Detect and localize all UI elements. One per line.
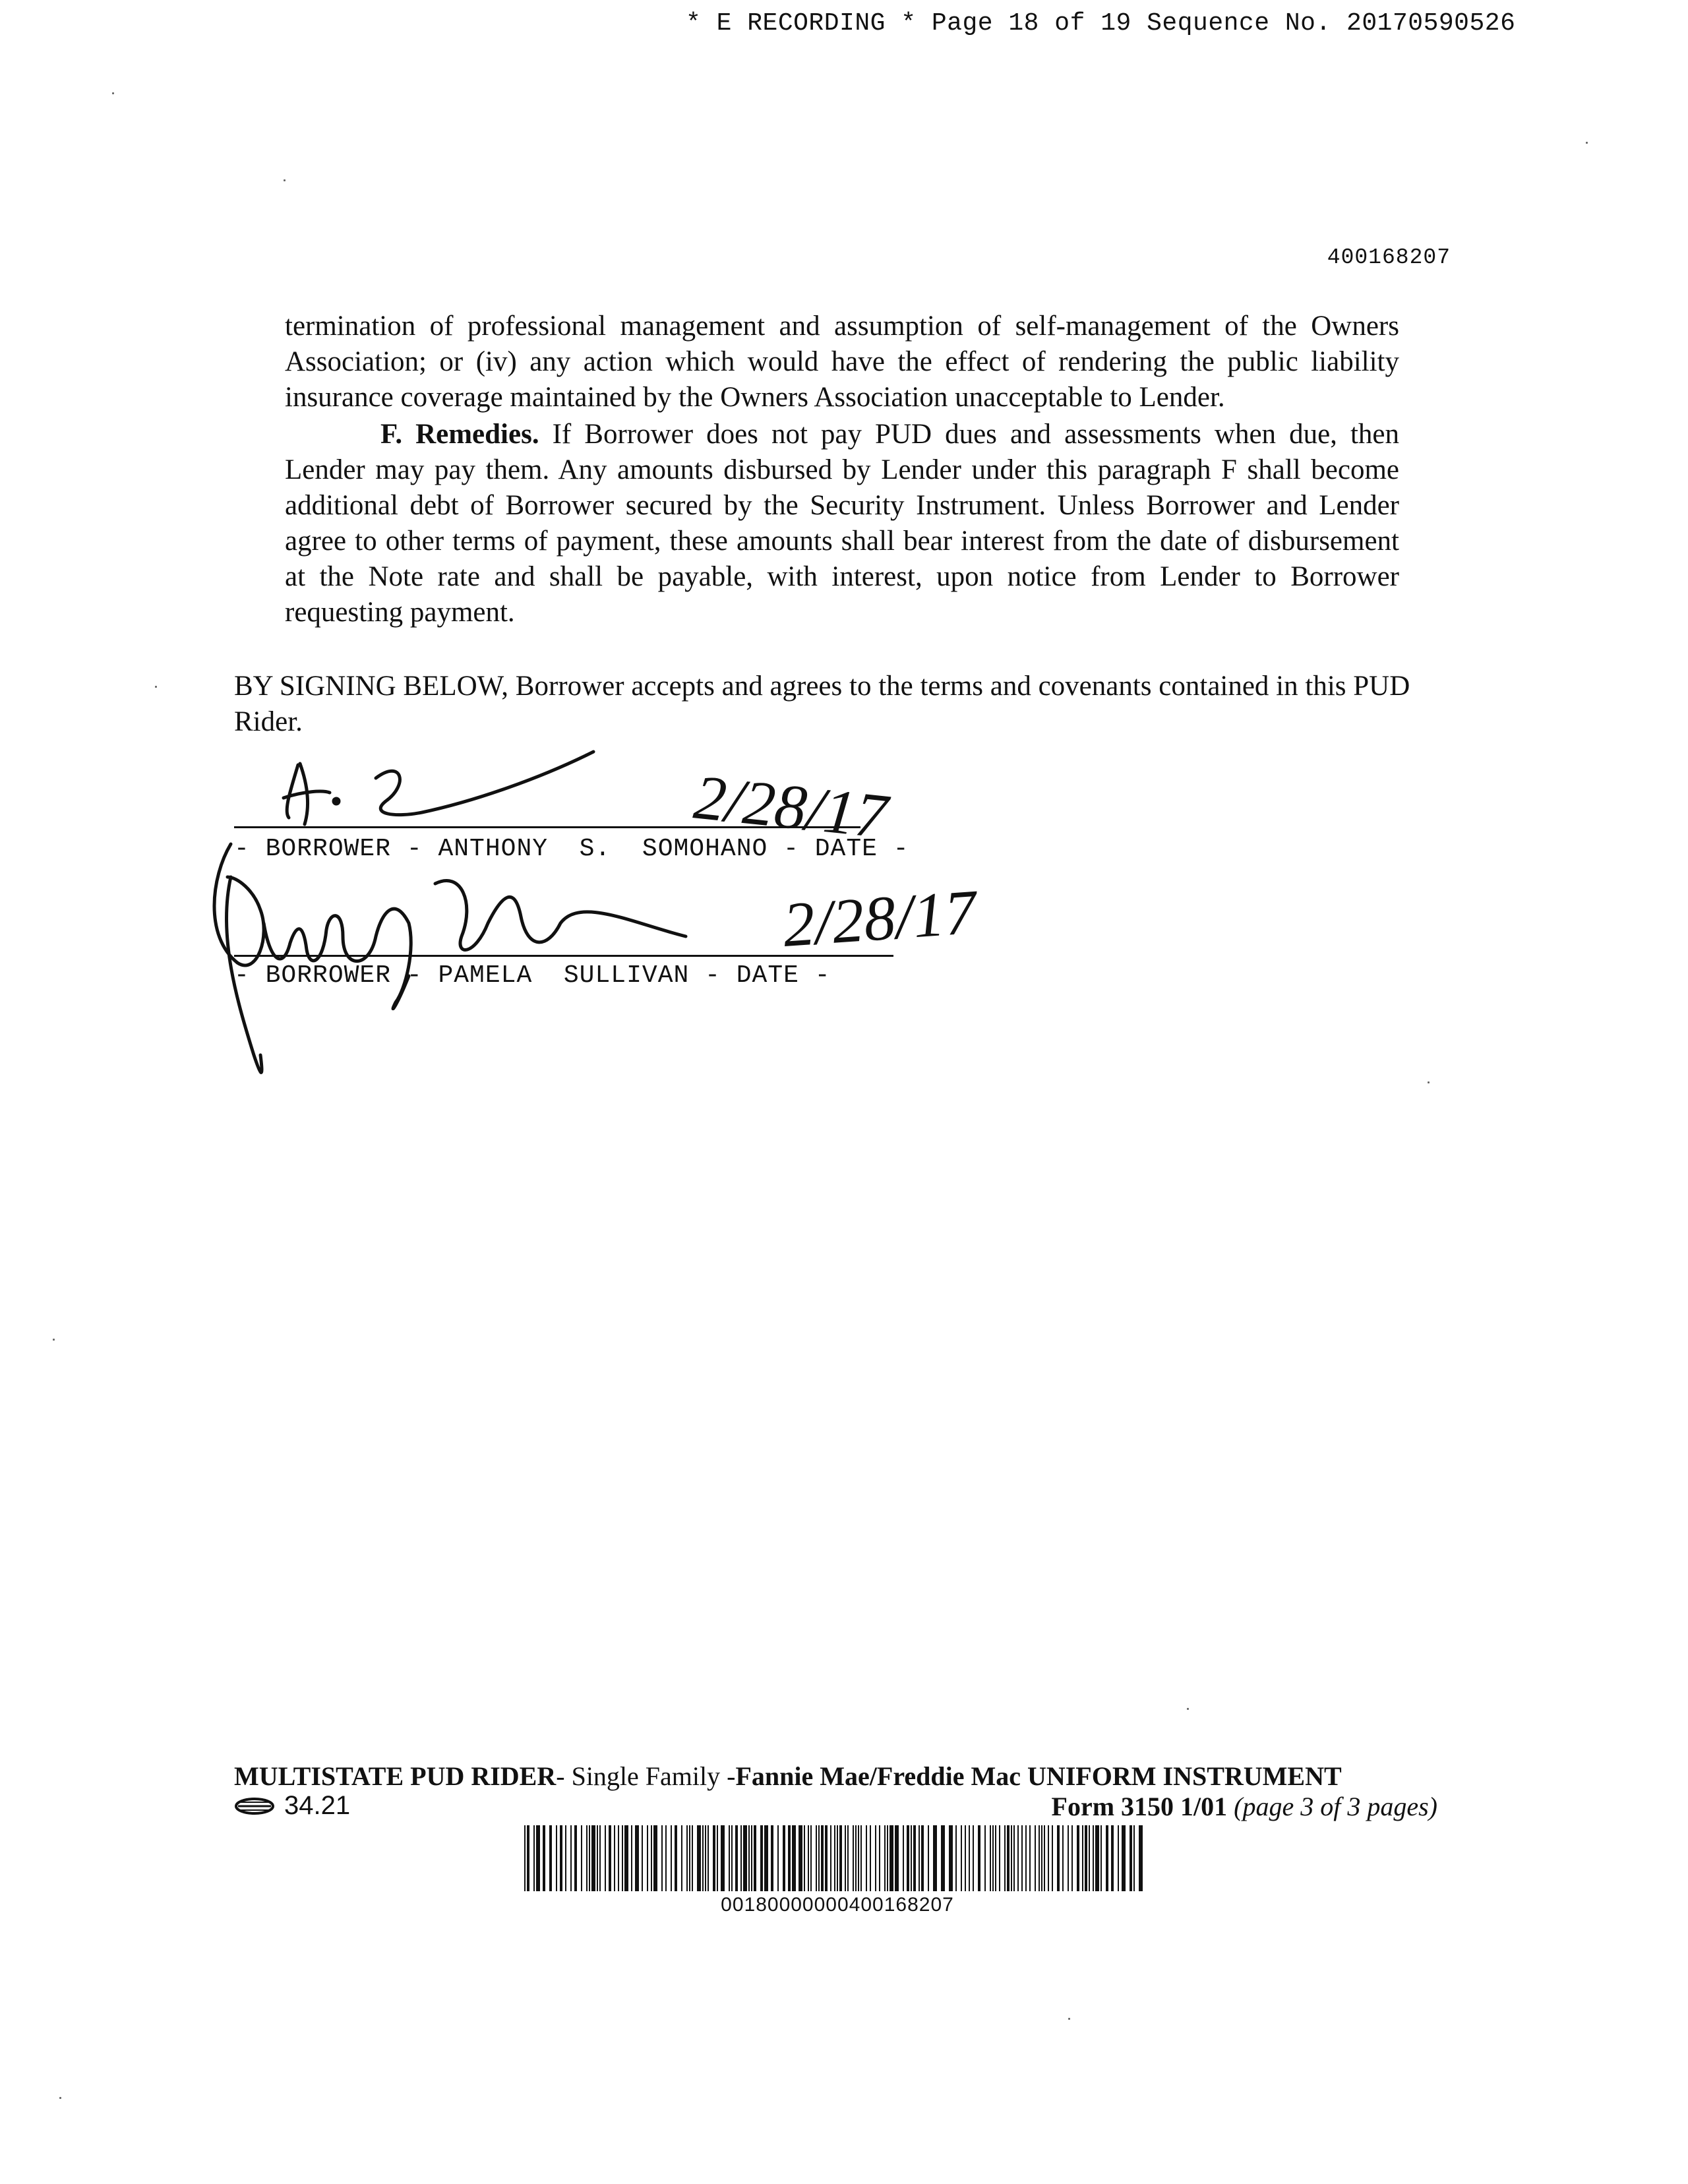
barcode-bar bbox=[692, 1825, 693, 1891]
barcode-bar bbox=[597, 1825, 598, 1891]
barcode-bar bbox=[969, 1825, 970, 1891]
barcode-bar bbox=[586, 1825, 588, 1891]
barcode-bar bbox=[1048, 1825, 1049, 1891]
barcode-bar bbox=[631, 1825, 632, 1891]
barcode-bar bbox=[1106, 1825, 1108, 1891]
barcode-bar bbox=[609, 1825, 611, 1891]
barcode-bar bbox=[748, 1825, 750, 1891]
barcode-bar bbox=[837, 1825, 838, 1891]
barcode-bar bbox=[834, 1825, 835, 1891]
barcode-bar bbox=[721, 1825, 725, 1891]
barcode-bar bbox=[933, 1825, 937, 1891]
barcode-bar bbox=[1139, 1825, 1143, 1891]
barcode-bar bbox=[574, 1825, 577, 1891]
barcode-bar bbox=[1100, 1825, 1102, 1891]
barcode-bar bbox=[1004, 1825, 1006, 1891]
barcode-bar bbox=[978, 1825, 980, 1891]
barcode-bar bbox=[1029, 1825, 1031, 1891]
barcode-bar bbox=[661, 1825, 663, 1891]
barcode-bar bbox=[830, 1825, 831, 1891]
scan-speck bbox=[1428, 1081, 1430, 1083]
barcode-bar bbox=[1025, 1825, 1027, 1891]
barcode-bar bbox=[1111, 1825, 1114, 1891]
barcode-bar bbox=[1007, 1825, 1010, 1891]
barcode-bar bbox=[536, 1825, 540, 1891]
barcode-bar bbox=[1118, 1825, 1119, 1891]
barcode-bar bbox=[1062, 1825, 1064, 1891]
signature-anthony-dot bbox=[334, 799, 339, 804]
barcode-bar bbox=[928, 1825, 929, 1891]
barcode-bar bbox=[760, 1825, 763, 1891]
barcode-bar bbox=[1041, 1825, 1042, 1891]
scan-speck bbox=[1586, 142, 1588, 144]
scan-speck bbox=[53, 1339, 55, 1341]
barcode-bar bbox=[1013, 1825, 1015, 1891]
barcode-bar bbox=[651, 1825, 652, 1891]
barcode-bar bbox=[686, 1825, 688, 1891]
barcode-bar bbox=[816, 1825, 817, 1891]
barcode-bar bbox=[740, 1825, 742, 1891]
handwritten-date-1: 2/28/17 bbox=[690, 761, 891, 852]
barcode-bar bbox=[665, 1825, 667, 1891]
barcode-bar bbox=[1021, 1825, 1023, 1891]
barcode-bar bbox=[1133, 1825, 1135, 1891]
barcode-bar bbox=[1052, 1825, 1053, 1891]
barcode-bar bbox=[599, 1825, 601, 1891]
barcode-bar bbox=[671, 1825, 672, 1891]
signature-anthony bbox=[284, 764, 330, 824]
footer-form-title bbox=[234, 1761, 1421, 1792]
barcode-bar bbox=[642, 1825, 643, 1891]
barcode-bar bbox=[879, 1825, 880, 1891]
barcode-bar bbox=[887, 1825, 888, 1891]
barcode-number: 00180000000400168207 bbox=[721, 1894, 954, 1916]
barcode-bar bbox=[777, 1825, 779, 1891]
barcode-bar bbox=[589, 1825, 590, 1891]
barcode-bar bbox=[1122, 1825, 1126, 1891]
publisher-logo-icon bbox=[234, 1797, 275, 1815]
scan-speck bbox=[1187, 1708, 1189, 1710]
barcode-bar bbox=[556, 1825, 557, 1891]
barcode-bar bbox=[949, 1825, 953, 1891]
barcode-bar bbox=[799, 1825, 802, 1891]
barcode-bar bbox=[565, 1825, 566, 1891]
barcode-bar bbox=[990, 1825, 991, 1891]
barcode-bar bbox=[995, 1825, 996, 1891]
barcode-bar bbox=[792, 1825, 796, 1891]
barcode-bar bbox=[1011, 1825, 1012, 1891]
barcode-bar bbox=[735, 1825, 738, 1891]
barcode-bar bbox=[839, 1825, 842, 1891]
barcode-bar bbox=[708, 1825, 709, 1891]
barcode-bar bbox=[855, 1825, 857, 1891]
barcode-bar bbox=[941, 1825, 945, 1891]
barcode-bar bbox=[870, 1825, 871, 1891]
barcode-bar bbox=[808, 1825, 809, 1891]
remedies-text: If Borrower does not pay PUD dues and assessments when due, then Lender may pay them. Any amounts disbursed by Lender under this paragraph F shall become additional debt of Borrower secured by the Security Instrument. Unless Borrower and Lender agree to other terms of payment, these amounts shall bear interest from the date of disbursement at the Note rate and shall be payable, with interest, upon notice from Lender to Borrower requesting payment. bbox=[285, 419, 1399, 628]
barcode-bar bbox=[751, 1825, 752, 1891]
barcode-bar bbox=[702, 1825, 704, 1891]
barcode-bar bbox=[771, 1825, 773, 1891]
barcode-bar bbox=[549, 1825, 552, 1891]
barcode-bar bbox=[821, 1825, 824, 1891]
recording-header: * E RECORDING * Page 18 of 19 Sequence No. 20170590526 bbox=[686, 9, 1516, 38]
barcode-bar bbox=[527, 1825, 529, 1891]
barcode-bar bbox=[783, 1825, 785, 1891]
barcode-bar bbox=[524, 1825, 526, 1891]
barcode-bar bbox=[845, 1825, 846, 1891]
scan-speck bbox=[59, 2097, 61, 2099]
barcode-bar bbox=[1044, 1825, 1045, 1891]
barcode-bar bbox=[705, 1825, 706, 1891]
scan-speck bbox=[1068, 2018, 1070, 2020]
barcode-bar bbox=[999, 1825, 1000, 1891]
barcode-bar bbox=[533, 1825, 535, 1891]
footer-form-code: 34.21 bbox=[284, 1791, 351, 1820]
barcode-bar bbox=[1017, 1825, 1019, 1891]
signature-anthony-flourish bbox=[376, 752, 593, 815]
footer-page-info: (page 3 of 3 pages) bbox=[1234, 1792, 1437, 1821]
barcode-bar bbox=[992, 1825, 994, 1891]
barcode-bar bbox=[647, 1825, 648, 1891]
barcode-bar bbox=[961, 1825, 962, 1891]
barcode bbox=[524, 1825, 1151, 1891]
barcode-bar bbox=[860, 1825, 862, 1891]
barcode-bar bbox=[1035, 1825, 1036, 1891]
barcode-bar bbox=[866, 1825, 867, 1891]
barcode-bar bbox=[889, 1825, 893, 1891]
paragraph-termination: termination of professional management and assumption of self-management of the Owners Association; or (iv) any action which would have the effect of rendering the public liability insurance coverage maintained by the Owners Association unacceptable to Lender. bbox=[285, 311, 1399, 413]
remedies-heading: F. Remedies. bbox=[380, 419, 539, 450]
barcode-bar bbox=[825, 1825, 828, 1891]
barcode-bar bbox=[1089, 1825, 1090, 1891]
barcode-bar bbox=[560, 1825, 562, 1891]
barcode-bar bbox=[729, 1825, 730, 1891]
barcode-bar bbox=[1068, 1825, 1069, 1891]
barcode-bar bbox=[681, 1825, 682, 1891]
signing-statement: BY SIGNING BELOW, Borrower accepts and agrees to the terms and covenants contained in this PUD Rider. bbox=[234, 671, 1410, 737]
barcode-bar bbox=[884, 1825, 886, 1891]
barcode-bar bbox=[754, 1825, 756, 1891]
barcode-bar bbox=[675, 1825, 677, 1891]
barcode-bar bbox=[911, 1825, 912, 1891]
barcode-bar bbox=[1093, 1825, 1094, 1891]
barcode-bar bbox=[653, 1825, 657, 1891]
barcode-bar bbox=[743, 1825, 747, 1891]
barcode-bar bbox=[764, 1825, 768, 1891]
barcode-bar bbox=[875, 1825, 876, 1891]
barcode-bar bbox=[635, 1825, 639, 1891]
footer-form-number: Form 3150 1/01 bbox=[1051, 1792, 1228, 1821]
barcode-bar bbox=[689, 1825, 690, 1891]
borrower-1-label: - BORROWER - ANTHONY S. SOMOHANO - DATE - bbox=[234, 835, 909, 863]
barcode-bar bbox=[847, 1825, 849, 1891]
barcode-bar bbox=[955, 1825, 957, 1891]
barcode-bar bbox=[903, 1825, 904, 1891]
barcode-bar bbox=[614, 1825, 615, 1891]
barcode-bar bbox=[1085, 1825, 1087, 1891]
barcode-bar bbox=[895, 1825, 899, 1891]
barcode-bar bbox=[622, 1825, 623, 1891]
barcode-bar bbox=[907, 1825, 909, 1891]
barcode-bar bbox=[1077, 1825, 1079, 1891]
barcode-bar bbox=[717, 1825, 718, 1891]
barcode-bar bbox=[731, 1825, 733, 1891]
barcode-bar bbox=[543, 1825, 545, 1891]
barcode-bar bbox=[1095, 1825, 1099, 1891]
barcode-bar bbox=[1057, 1825, 1060, 1891]
loan-number: 400168207 bbox=[1327, 245, 1451, 270]
barcode-bar bbox=[853, 1825, 854, 1891]
barcode-bar bbox=[1039, 1825, 1040, 1891]
scan-speck bbox=[155, 686, 157, 688]
barcode-bar bbox=[581, 1825, 582, 1891]
barcode-bar bbox=[618, 1825, 619, 1891]
barcode-bar bbox=[570, 1825, 572, 1891]
barcode-bar bbox=[697, 1825, 701, 1891]
footer-form-code-row bbox=[234, 1791, 350, 1821]
barcode-bar bbox=[984, 1825, 986, 1891]
barcode-bar bbox=[605, 1825, 606, 1891]
barcode-bar bbox=[1130, 1825, 1132, 1891]
barcode-bar bbox=[973, 1825, 974, 1891]
barcode-bar bbox=[1071, 1825, 1073, 1891]
footer-title-part-3: Fannie Mae/Freddie Mac UNIFORM INSTRUMENT bbox=[735, 1761, 1342, 1791]
borrower-2-label: - BORROWER - PAMELA SULLIVAN - DATE - bbox=[234, 961, 831, 990]
signature-pamela bbox=[214, 844, 686, 1009]
footer-title-part-2: - Single Family - bbox=[556, 1761, 736, 1791]
handwritten-date-2: 2/28/17 bbox=[781, 876, 979, 960]
barcode-bar bbox=[965, 1825, 966, 1891]
barcode-bar bbox=[913, 1825, 916, 1891]
barcode-bar bbox=[624, 1825, 628, 1891]
barcode-bar bbox=[591, 1825, 595, 1891]
barcode-bar bbox=[804, 1825, 805, 1891]
footer-title-part-1: MULTISTATE PUD RIDER bbox=[234, 1761, 557, 1791]
barcode-bar bbox=[818, 1825, 820, 1891]
barcode-bar bbox=[1082, 1825, 1083, 1891]
barcode-bar bbox=[921, 1825, 924, 1891]
footer-form-info bbox=[996, 1791, 1437, 1822]
barcode-bar bbox=[788, 1825, 791, 1891]
barcode-bar bbox=[919, 1825, 920, 1891]
barcode-bar bbox=[810, 1825, 812, 1891]
scan-speck bbox=[112, 92, 114, 94]
signature-pamela-tail bbox=[226, 877, 261, 1072]
barcode-bar bbox=[858, 1825, 859, 1891]
barcode-bar bbox=[713, 1825, 715, 1891]
scan-speck bbox=[284, 179, 286, 181]
